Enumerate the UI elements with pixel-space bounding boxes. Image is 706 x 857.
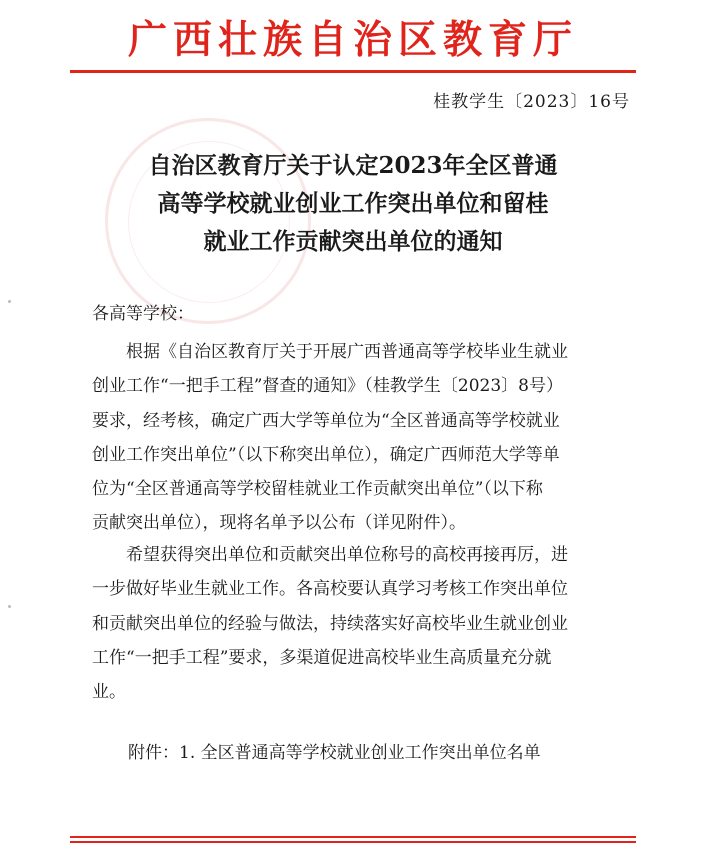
document-number: 桂教学生〔2023〕16号	[433, 92, 630, 112]
paragraph-2-line: 和贡献突出单位的经验与做法，持续落实好高校毕业生就业创业	[92, 613, 568, 634]
title-line-1: 自治区教育厅关于认定2023年全区普通	[148, 152, 558, 179]
title-line-2: 高等学校就业创业工作突出单位和留桂	[157, 190, 549, 217]
issuer-masthead: 广西壮族自治区教育厅	[127, 17, 578, 63]
masthead-divider	[70, 70, 636, 73]
attachment-line: 附件：1. 全区普通高等学校就业创业工作突出单位名单	[128, 743, 541, 763]
document-title	[50, 147, 656, 261]
body-paragraph-1	[92, 335, 627, 541]
footer-divider-top	[70, 836, 636, 838]
scan-mark	[8, 300, 11, 303]
paragraph-2-line: 希望获得突出单位和贡献突出单位称号的高校再接再厉，进	[126, 545, 568, 565]
paragraph-1-line: 贡献突出单位），现将名单予以公布（详见附件）。	[92, 513, 466, 534]
paragraph-1-line: 位为“全区普通高等学校留桂就业工作贡献突出单位”（以下称	[92, 479, 543, 500]
body-paragraph-2	[92, 538, 627, 709]
paragraph-1-line: 要求，经考核，确定广西大学等单位为“全区普通高等学校就业	[92, 410, 560, 431]
paragraph-1-line: 根据《自治区教育厅关于开展广西普通高等学校毕业生就业	[126, 342, 568, 362]
salutation: 各高等学校：	[92, 304, 194, 324]
paragraph-1-line: 创业工作“一把手工程”督查的通知》（桂教学生〔2023〕8号）	[92, 376, 563, 397]
paragraph-1-line: 创业工作突出单位”（以下称突出单位），确定广西师范大学等单	[92, 444, 560, 465]
title-line-3: 就业工作贡献突出单位的通知	[203, 228, 503, 255]
paragraph-2-line: 业。	[92, 682, 126, 703]
scan-mark	[8, 605, 11, 608]
paragraph-2-line: 工作“一把手工程”要求，多渠道促进高校毕业生高质量充分就	[92, 647, 552, 668]
paragraph-2-line: 一步做好毕业生就业工作。各高校要认真学习考核工作突出单位	[92, 579, 568, 600]
footer-divider-bottom	[70, 841, 636, 843]
